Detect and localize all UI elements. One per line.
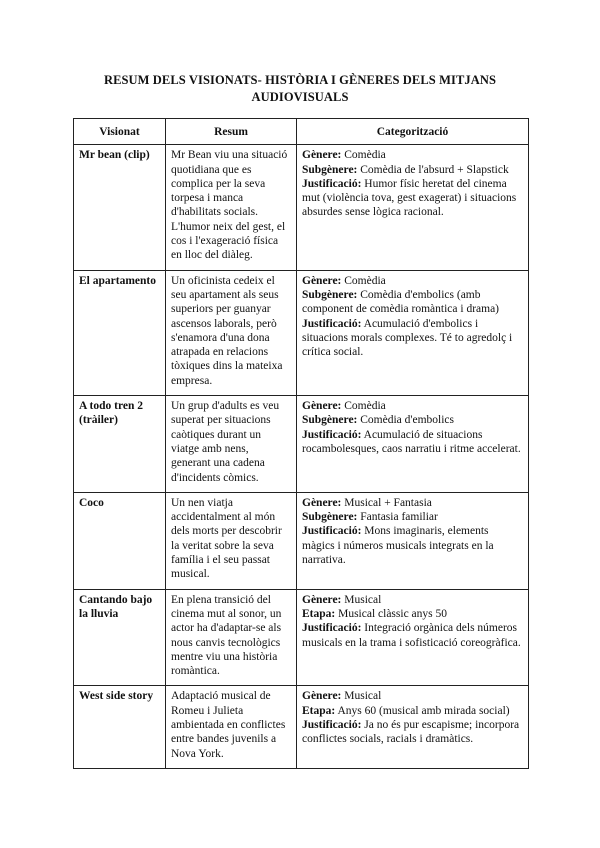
row-title: West side story: [74, 686, 166, 768]
table-row: [74, 145, 529, 270]
title-line-2: AUDIOVISUALS: [251, 90, 349, 104]
cat-text: Mons imaginaris, elements màgics i números musicals integrats en la narrativa.: [302, 525, 494, 567]
table-header-row: [74, 119, 529, 145]
cat-line: [302, 607, 523, 621]
cat-label: Justificació:: [302, 525, 362, 538]
header-visionat: Visionat: [74, 119, 166, 145]
header-resum: Resum: [166, 119, 297, 145]
cat-label: Subgènere:: [302, 288, 358, 301]
table-row: [74, 270, 529, 395]
table-row: [74, 396, 529, 493]
summary-table: [73, 118, 529, 769]
cat-text: Musical: [341, 593, 382, 606]
cat-line: [302, 399, 523, 413]
cat-label: Etapa:: [302, 704, 336, 717]
cat-text: Anys 60 (musical amb mirada social): [335, 704, 510, 717]
cat-label: Etapa:: [302, 607, 336, 620]
cat-text: Musical clàssic anys 50: [335, 607, 448, 620]
cat-label: Gènere:: [302, 593, 342, 606]
document-title: [72, 72, 528, 106]
cat-label: Gènere:: [302, 496, 342, 509]
cat-line: [302, 510, 523, 524]
row-categorization: [297, 589, 529, 686]
row-categorization: [297, 396, 529, 493]
cat-text: Comèdia d'embolics (amb component de comèdia romàntica i drama): [302, 288, 500, 316]
cat-label: Subgènere:: [302, 163, 358, 176]
row-title: Coco: [74, 492, 166, 589]
cat-line: [302, 413, 523, 427]
cat-text: Comèdia: [341, 149, 386, 162]
cat-label: Justificació:: [302, 428, 362, 441]
header-categoritzacio: Categorització: [297, 119, 529, 145]
row-title: A todo tren 2 (tràiler): [74, 396, 166, 493]
cat-label: Justificació:: [302, 317, 362, 330]
row-categorization: [297, 686, 529, 768]
cat-text: Acumulació d'embolics i situacions morals complexes. Té to agredolç i crítica social.: [302, 317, 513, 359]
cat-label: Justificació:: [302, 177, 362, 190]
cat-label: Justificació:: [302, 718, 362, 731]
table-row: [74, 589, 529, 686]
cat-label: Gènere:: [302, 149, 342, 162]
cat-label: Justificació:: [302, 622, 362, 635]
cat-text: Comèdia d'embolics: [357, 414, 454, 427]
cat-line: [302, 274, 523, 288]
row-title: Cantando bajo la lluvia: [74, 589, 166, 686]
cat-line: [302, 177, 523, 220]
row-summary: Un nen viatja accidentalment al món dels morts per descobrir la veritat sobre la seva família i el seu passat musical.: [166, 492, 297, 589]
row-summary: Un grup d'adults es veu superat per situacions caòtiques durant un viatge amb nens, generant una cadena d'incidents còmics.: [166, 396, 297, 493]
cat-line: [302, 163, 523, 177]
row-categorization: [297, 492, 529, 589]
cat-label: Subgènere:: [302, 414, 358, 427]
cat-label: Gènere:: [302, 274, 342, 287]
cat-line: [302, 148, 523, 162]
cat-label: Gènere:: [302, 400, 342, 413]
cat-text: Fantasia familiar: [357, 511, 438, 524]
cat-line: [302, 317, 523, 360]
row-summary: Adaptació musical de Romeu i Julieta ambientada en conflictes entre bandes juvenils a Nova York.: [166, 686, 297, 768]
cat-line: [302, 524, 523, 567]
cat-label: Subgènere:: [302, 511, 358, 524]
row-title: Mr bean (clip): [74, 145, 166, 270]
cat-line: [302, 593, 523, 607]
row-summary: En plena transició del cinema mut al sonor, un actor ha d'adaptar-se als nous canvis tecnològics mentre viu una història romàntica.: [166, 589, 297, 686]
table-row: [74, 686, 529, 768]
cat-line: [302, 428, 523, 457]
cat-text: Musical: [341, 690, 382, 703]
row-summary: Un oficinista cedeix el seu apartament als seus superiors per guanyar ascensos laborals, però s'enamora d'una dona atrapada en relacions tòxiques dins la mateixa empresa.: [166, 270, 297, 395]
cat-text: Humor físic heretat del cinema mut (violència tova, gest exagerat) i situacions absurdes sense lògica racional.: [302, 177, 517, 219]
row-title: El apartamento: [74, 270, 166, 395]
cat-line: [302, 496, 523, 510]
title-line-1: RESUM DELS VISIONATS- HISTÒRIA I GÈNERES DELS MITJANS: [103, 73, 497, 87]
cat-text: Comèdia: [341, 400, 386, 413]
cat-text: Comèdia de l'absurd + Slapstick: [357, 163, 509, 176]
cat-line: [302, 704, 523, 718]
cat-text: Ja no és pur escapisme; incorpora conflictes socials, racials i dramàtics.: [302, 718, 520, 746]
row-categorization: [297, 270, 529, 395]
cat-line: [302, 689, 523, 703]
cat-text: Integració orgànica dels números musicals en la trama i sofisticació coreogràfica.: [302, 622, 521, 649]
cat-label: Gènere:: [302, 690, 342, 703]
table-row: [74, 492, 529, 589]
cat-line: [302, 621, 523, 650]
row-summary: Mr Bean viu una situació quotidiana que es complica per la seva torpesa i manca d'habilitats socials. L'humor neix del gest, el cos i l'exageració física en lloc del diàleg.: [166, 145, 297, 270]
cat-text: Comèdia: [341, 274, 386, 287]
cat-text: Musical + Fantasia: [341, 496, 432, 509]
cat-line: [302, 718, 523, 747]
cat-line: [302, 288, 523, 317]
cat-text: Acumulació de situacions rocambolesques, caos narratiu i ritme accelerat.: [302, 428, 521, 455]
row-categorization: [297, 145, 529, 270]
